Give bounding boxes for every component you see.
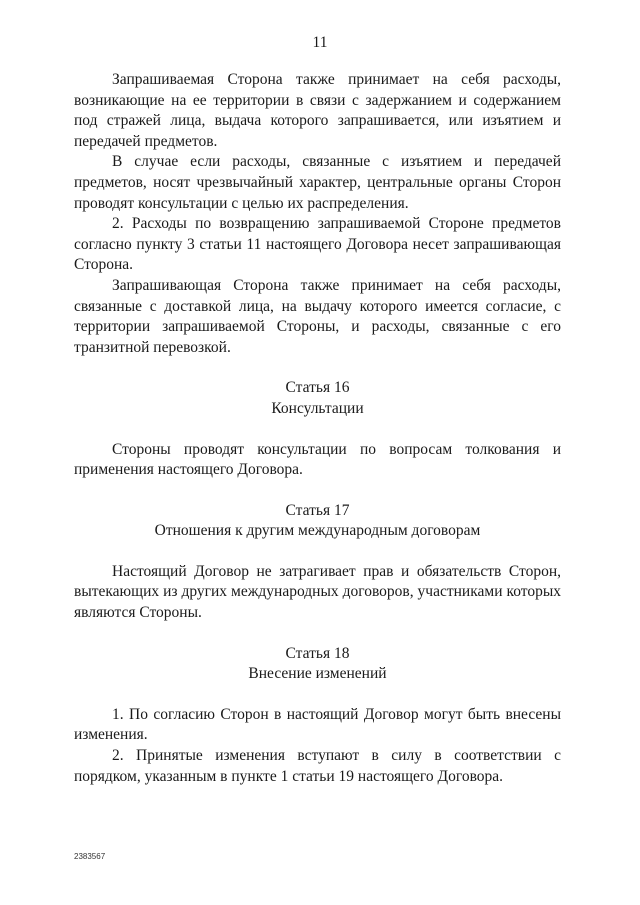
paragraph: 1. По согласию Сторон в настоящий Договор могут быть внесены изменения. <box>74 705 561 744</box>
paragraph: В случае если расходы, связанные с изъятием и передачей предметов, носят чрезвычайный характер, центральные органы Сторон проводят консультации с целью их распределения. <box>74 153 561 212</box>
paragraph: Настоящий Договор не затрагивает прав и обязательств Сторон, вытекающих из других международных договоров, участниками которых являются Стороны. <box>74 562 561 622</box>
article-heading: Внесение изменений <box>248 665 387 683</box>
paragraph: 2. Расходы по возвращению запрашиваемой Стороне предметов согласно пункту 3 статьи 11 настоящего Договора несет запрашивающая Сторона. <box>74 215 561 274</box>
paragraph: Запрашивающая Сторона также принимает на себя расходы, связанные с доставкой лица, на выдачу которого имеется согласие, с территории запрашиваемой Стороны, и расходы, связанные с его транзитной перевозкой. <box>74 276 561 356</box>
paragraph: 2. Принятые изменения вступают в силу в соответствии с порядком, указанным в пункте 1 статьи 19 настоящего Договора. <box>74 747 561 785</box>
paragraph: Стороны проводят консультации по вопросам толкования и применения настоящего Договора. <box>74 440 561 479</box>
article-number: Статья 16 <box>285 379 350 397</box>
article-heading: Отношения к другим международным договорам <box>154 522 481 540</box>
article-number: Статья 17 <box>285 501 350 519</box>
page-number: 11 <box>312 34 328 51</box>
document-code: 2383567 <box>74 852 106 861</box>
paragraph: Запрашиваемая Сторона также принимает на себя расходы, возникающие на ее территории в связи с задержанием и содержанием под стражей лица, выдача которого запрашивается, или изъятием и передачей предметов. <box>74 71 561 150</box>
article-number: Статья 18 <box>285 644 350 662</box>
article-18-header <box>74 644 561 685</box>
article-16-header <box>74 378 561 419</box>
article-heading: Консультации <box>271 399 364 417</box>
article-17-header <box>74 501 561 542</box>
document-body <box>74 70 561 787</box>
